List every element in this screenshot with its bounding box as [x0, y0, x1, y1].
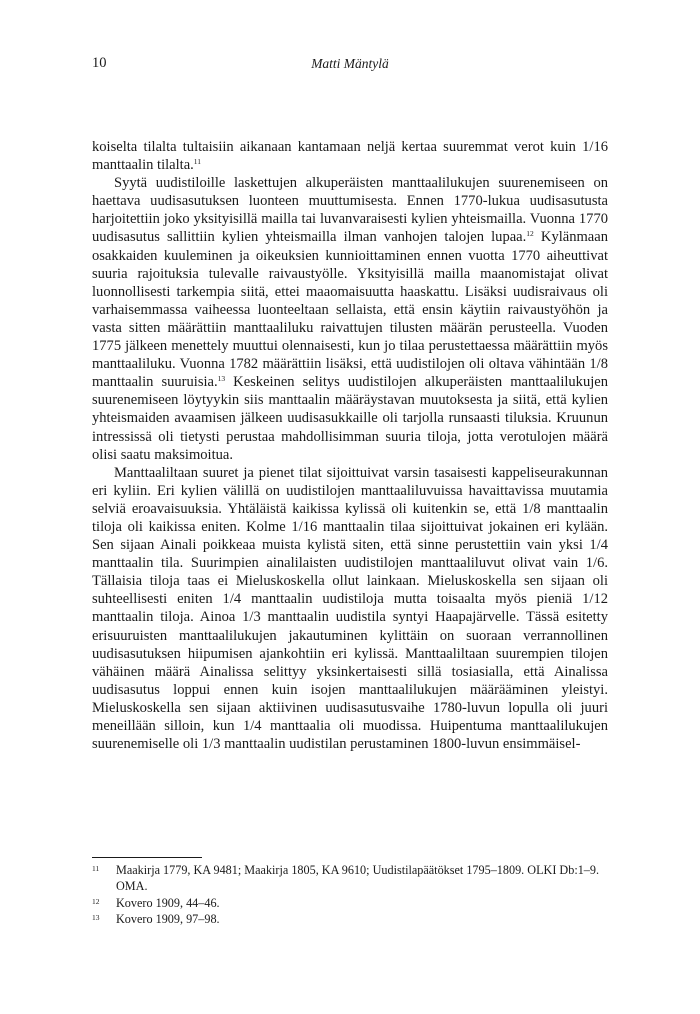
paragraph — [92, 138, 608, 174]
footnote-text: Kovero 1909, 97–98. — [116, 912, 220, 927]
footnote-number: 13 — [92, 913, 100, 923]
paragraph — [92, 464, 608, 754]
footnote-ref[interactable]: 12 — [526, 229, 534, 239]
page-header — [92, 55, 608, 75]
footnote-text: Kovero 1909, 44–46. — [116, 895, 220, 910]
footnote-number: 12 — [92, 896, 100, 906]
paragraph-text: koiselta tilalta tultaisiin aikanaan kantamaan neljä kertaa suuremmat verot kuin 1/16 manttaalin tilalta. — [92, 139, 608, 174]
body-text — [92, 138, 608, 753]
paragraph-text: Kylänmaan osakkaiden kuuleminen ja oikeuksien kunnioittaminen ennen vuotta 1770 aiheuttivat suuria rajoituksia tulevalle raivaustyölle. Yksityisillä mailla maanomistajat olivat luonnollisesti tarkempia siitä, ettei maaomaisuutta haaskattu. Lisäksi uudisraivaus oli varhaisemmassa vaiheessa luonteeltaan sellaista, että ensin käytiin raivaustyöhön ja vasta sitten määrättiin manttaaliluku raivattujen tilusten määrän perusteella. Vuoden 1775 jälkeen menettely muuttui olennaisesti, kun jo tilaa perustettaessa määrättiin myös manttaaliluku. Vuonna 1782 määrättiin lisäksi, että uudistilojen oli oltava vähintään 1/8 manttaalin suuruisia. — [92, 229, 608, 391]
footnote-text: Maakirja 1779, KA 9481; Maakirja 1805, KA 9610; Uudistilapäätökset 1795–1809. OLKI Db:1–9. OMA. — [116, 863, 600, 894]
footnote-number: 11 — [92, 864, 100, 873]
paragraph-text: Keskeinen selitys uudistilojen alkuperäisten manttaalilukujen suurenemiseen löytyykin siis manttaalin määräystavan muutoksesta ja siitä, että kylien yhteismaiden avaamisen jälkeen uudisasukkaille oli tarjolla runsaasti tiluksia. Kruunun intressissä oli tietysti perustaa mahdollisimman suuria tiloja, jotta verotulojen määrä olisi saatu maksimoitua. — [92, 374, 608, 463]
footnote-ref[interactable]: 11 — [193, 157, 202, 167]
footnote-ref[interactable]: 13 — [217, 374, 226, 384]
footnotes — [92, 862, 608, 928]
footnote — [92, 895, 608, 911]
footnote — [92, 862, 608, 895]
paragraph-text: Syytä uudistiloille laskettujen alkuperäisten manttaalilukujen suurenemiseen on haettava uudisasutuksen luonteen muuttumisesta. Ennen 1770-lukua uudisasutusta harjoitettiin joko yksityisillä mailla tai luvanvaraisesti kylien yhteismailla. Vuonna 1770 uudisasutus sallittiin kylien yhteismailla ilman vanhojen talojen lupaa. — [92, 175, 608, 246]
running-head: Matti Mäntylä — [311, 56, 389, 71]
footnote-divider — [92, 857, 202, 858]
footnote — [92, 911, 608, 927]
paragraph — [92, 174, 608, 464]
page-number: 10 — [92, 55, 107, 71]
paragraph-text: Manttaaliltaan suuret ja pienet tilat sijoittuivat varsin tasaisesti kappeliseurakunnan eri kyliin. Eri kylien välillä on uudistilojen manttaaliluvuissa havaittavissa muutamia selviä eroavaisuuksia. Yhtäläistä kaikissa kylissä oli kuitenkin se, että 1/8 manttaalin tiloja oli kaikissa eniten. Kolme 1/16 manttaalin tilaa sijoittuivat jokainen eri kylään. Sen sijaan Ainali poikkeaa muista kylistä siten, että sinne perustettiin vain yksi 1/4 manttaalin tila. Suurimpien ainalilaisten uudistilojen manttaaliluvut olivat vain 1/6. Tällaisia tiloja taas ei Mieluskoskella ollut lainkaan. Mieluskoskella sen sijaan oli suhteellisesti eniten 1/4 manttaalin uudistiloja mutta toisaalta myös pieniä 1/12 manttaalin tiloja. Ainoa 1/3 manttaalin uudistila syntyi Haapajärvelle. Tässä esitetty erisuuruisten manttaalilukujen jakautuminen kylittäin on suoraan verrannollinen uudisasutuksen hiipumisen ajankohtiin eri kylissä. Manttaaliltaan suurempien tilojen vähäinen määrä Ainalissa selittyy yksinkertaisesti sillä tosiasialla, että Ainalissa uudisasutus loppui ennen kuin isojen manttaalilukujen määrääminen yleistyi. Mieluskoskella sen sijaan aktiivinen uudisasutusvaihe 1780-luvun lopulla oli juuri meneillään silloin, kun 1/4 manttaalia oli muodissa. Huipentuma manttaalilukujen suurenemiselle oli 1/3 manttaalin uudistilan perustaminen 1800-luvun ensimmäisel- — [92, 464, 608, 753]
